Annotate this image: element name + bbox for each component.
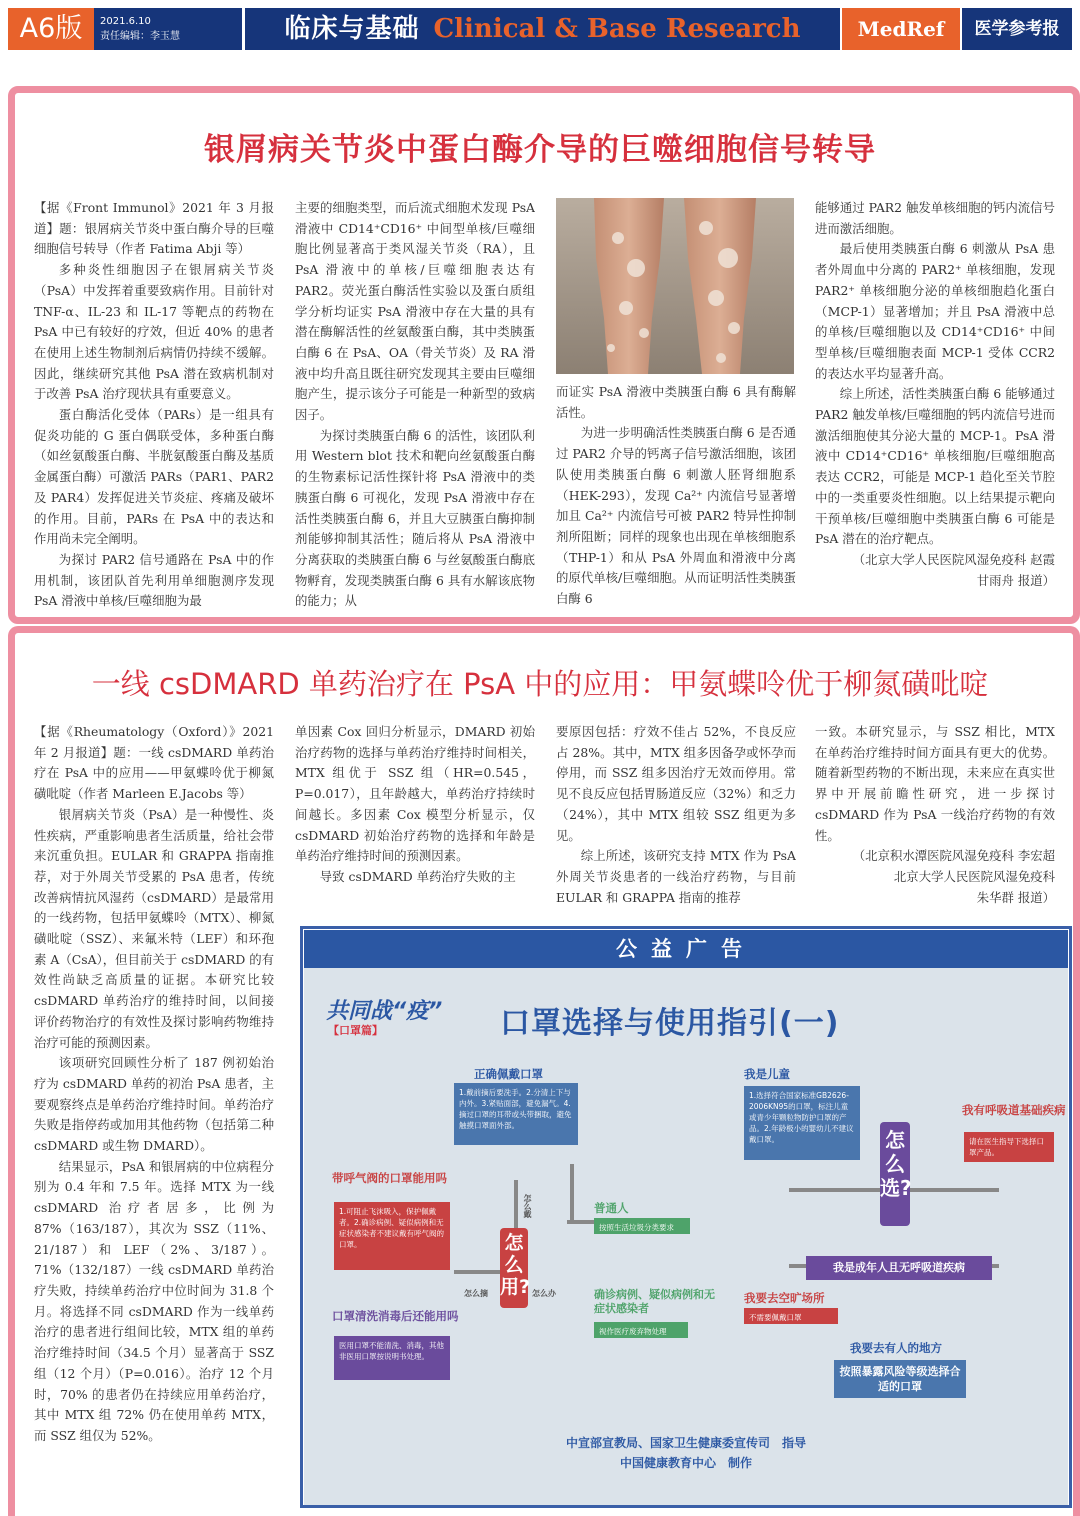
ad-title: 口罩选择与使用指引(一) bbox=[500, 1006, 840, 1041]
ad-footer-maker: 中国健康教育中心 制作 bbox=[619, 1456, 752, 1470]
issue-date: 2021.6.10 bbox=[100, 16, 151, 27]
ad-logo: 共同战“疫” bbox=[326, 999, 443, 1024]
patient-box: 视作医疗废弃物处理 bbox=[594, 1322, 688, 1338]
resp-title: 我有呼吸道基础疾病 bbox=[962, 1103, 1066, 1117]
how-pick-label: 怎么摘 bbox=[464, 1289, 488, 1298]
patient-title: 确诊病例、疑似病例和无症状感染者 bbox=[594, 1288, 715, 1315]
paragraph: 蛋白酶活化受体（PARs）是一组具有促炎功能的 G 蛋白偶联受体，多种蛋白酶（如丝氨酸蛋白酶、半胱氨酸蛋白酶及基质金属蛋白酶）可激活 PARs（PAR1、PAR2 及 PAR4）发挥促进关节炎症、疼痛及破坏的作用。目前，PARs 在 PsA 中的表达和作用尚未完全阐明。 bbox=[34, 407, 274, 547]
paragraph: 【据《Rheumatology（Oxford）》2021 年 2 月报道】题：一线 csDMARD 单药治疗在 PsA 中的应用——甲氨蝶呤优于柳氮磺吡啶（作者 Marleen E.Jacobs 等） bbox=[34, 724, 274, 802]
clean-title: 口罩清洗消毒后还能用吗 bbox=[332, 1309, 459, 1323]
how-choose-badge: 怎么选? bbox=[880, 1122, 910, 1226]
page-header bbox=[0, 0, 1080, 56]
article-2-title: 一线 csDMARD 单药治疗在 PsA 中的应用：甲氨蝶呤优于柳氮磺吡啶 bbox=[91, 667, 989, 701]
section-title-cn: 临床与基础 bbox=[284, 14, 420, 44]
adult-box: 我是成年人且无呼吸道疾病 bbox=[806, 1256, 992, 1280]
article-1-title: 银屑病关节炎中蛋白酶介导的巨噬细胞信号转导 bbox=[204, 132, 876, 168]
byline: 甘雨舟 报道） bbox=[976, 572, 1055, 588]
paragraph: 能够通过 PAR2 触发单核细胞的钙内流信号进而激活细胞。 bbox=[815, 200, 1055, 236]
paragraph: 单因素 Cox 回归分析显示，DMARD 初始治疗药物的选择与单药治疗维持时间相关，MTX 组优于 SSZ 组（HR=0.545，P=0.017），且年龄越大，单药治疗持续时间越长。多因素 Cox 模型分析显示，仅 csDMARD 初始治疗药物的选择和年龄是单药治疗维持时间的预测因素。 bbox=[295, 724, 535, 864]
ad-header: 公益广告 bbox=[304, 930, 1068, 968]
open-space-title: 我要去空旷场所 bbox=[744, 1291, 825, 1305]
paragraph: 要原因包括：疗效不佳占 52%，不良反应占 28%。其中，MTX 组多因备孕或怀孕而停用，而 SSZ 组多因治疗无效而停用。常见不良反应包括胃肠道反应（32%）和乏力（24%），其中 MTX 组较 SSZ 组更为多见。 bbox=[556, 724, 796, 843]
correct-wear-box: 1.戴前摘后要洗手。2.分清上下与内外。3.紧贴面部，避免漏气。4.摘过口罩的耳带或头带捆取，避免触摸口罩面外部。 bbox=[454, 1083, 578, 1145]
paragraph: 多种炎性细胞因子在银屑病关节炎（PsA）中发挥着重要致病作用。目前针对 TNF-α、IL-23 和 IL-17 等靶点的药物在 PsA 中已有较好的疗效，但近 40% 的患者在使用上述生物制剂后病情仍持续不缓解。因此，继续研究其他 PsA 潜在致病机制对于改善 PsA 治疗现状具有重要意义。 bbox=[34, 262, 274, 402]
valve-title: 带呼气阀的口罩能用吗 bbox=[332, 1171, 447, 1185]
crowd-title: 我要去有人的地方 bbox=[850, 1341, 942, 1355]
byline: （北京大学人民医院风湿免疫科 赵霞 bbox=[852, 551, 1055, 567]
correct-wear-title: 正确佩戴口罩 bbox=[474, 1067, 543, 1081]
normal-box: 按照生活垃圾分类要求 bbox=[594, 1218, 690, 1234]
ad-infographic bbox=[304, 968, 1068, 1505]
paragraph: 【据《Front Immunol》2021 年 3 月报道】题：银屑病关节炎中蛋白酶介导的巨噬细胞信号转导（作者 Fatima Abji 等） bbox=[34, 200, 274, 257]
paragraph: 为探讨 PAR2 信号通路在 PsA 中的作用机制，该团队首先利用单细胞测序发现 PsA 滑液中单核/巨噬细胞为最 bbox=[34, 551, 274, 609]
brand-en: MedRef bbox=[842, 8, 960, 50]
paragraph: 为探讨类胰蛋白酶 6 的活性，该团队利用 Western blot 技术和靶向丝氨酸蛋白酶的生物素标记活性探针将 PsA 滑液中的类胰蛋白酶 6 可视化，发现 PsA 滑液中存在活性类胰蛋白酶 6，并且大豆胰蛋白酶抑制剂能够抑制其活性；随后将从 PsA 滑液中分离获取的类胰蛋白酶 6 与丝氨酸蛋白酶底物孵育，发现类胰蛋白酶 6 具有水解该底物的能力；从 bbox=[295, 427, 535, 609]
page-number: A6版 bbox=[8, 8, 94, 50]
connector bbox=[570, 1164, 574, 1220]
legs-photo bbox=[556, 198, 794, 374]
paragraph: 导致 csDMARD 单药治疗失败的主 bbox=[319, 868, 516, 884]
paragraph: 综上所述，活性类胰蛋白酶 6 能够通过 PAR2 触发单核/巨噬细胞的钙内流信号进而激活细胞使其分泌大量的 MCP-1。PsA 滑液中 CD14⁺CD16⁺ 单核细胞/巨噬细胞高表达 CCR2，可能是 MCP-1 趋化至关节腔中的一类重要炎性细胞。以上结果提示靶向干预单核/巨噬细胞中类胰蛋白酶 6 可能是 PsA 潜在的治疗靶点。 bbox=[815, 386, 1055, 547]
crowd-box: 按照暴露风险等级选择合适的口罩 bbox=[834, 1360, 966, 1398]
paragraph: 一致。本研究显示，与 SSZ 相比，MTX 在单药治疗维持时间方面具有更大的优势。随着新型药物的不断出现，未来应在真实世界中开展前瞻性研究，进一步探讨 csDMARD 作为 PsA 一线治疗药物的有效性。 bbox=[815, 724, 1055, 843]
section-title bbox=[245, 8, 840, 50]
byline: 北京大学人民医院风湿免疫科 bbox=[893, 868, 1055, 884]
ad-footer-guide: 中宣部宣教局、国家卫生健康委宣传司 指导 bbox=[565, 1436, 806, 1450]
issue-editor: 责任编辑：李玉慧 bbox=[100, 31, 180, 42]
paragraph: 为进一步明确活性类胰蛋白酶 6 是否通过 PAR2 介导的钙离子信号激活细胞，该团队使用类胰蛋白酶 6 刺激人胚肾细胞系（HEK-293），发现 Ca²⁺ 内流信号显著增加且 Ca²⁺ 内流信号可被 PAR2 特异性抑制剂所阻断；同样的现象也出现在单核细胞系（THP-1）和从 PsA 外周血和滑液中分离的原代单核/巨噬细胞。从而证明活性类胰蛋白酶 6 bbox=[556, 425, 796, 607]
how-do-label: 怎么办 bbox=[532, 1289, 556, 1298]
resp-box: 请在医生指导下选择口罩产品。 bbox=[964, 1132, 1054, 1162]
article-2-col-3 bbox=[556, 722, 796, 916]
article-1-col-1 bbox=[34, 198, 274, 612]
section-title-en: Clinical & Base Research bbox=[433, 14, 801, 44]
article-2-col-2 bbox=[295, 722, 535, 916]
clean-box: 医用口罩不能清洗、消毒，其他非医用口罩按说明书处理。 bbox=[334, 1336, 450, 1380]
article-2-col-4 bbox=[815, 722, 1055, 916]
paragraph: 结果显示，PsA 和银屑病的中位病程分别为 0.4 年和 7.5 年。选择 MTX 为一线 csDMARD 治疗者居多，比例为 87%（163/187），其次为 SSZ（11%、21/187）和 LEF（2%、3/187）。71%（132/187）一线 csDMARD 单药治疗失败，持续单药治疗中位时间为 31.8 个月。将选择不同 csDMARD 作为一线单药治疗的患者进行组间比较，MTX 组的单药治疗维持时间（34.5 个月）显著高于 SSZ 组（12 个月）（P=0.016）。治疗 12 个月时，70% 的患者仍在持续应用单药治疗，其中 MTX 组 72% 仍在使用单药 MTX，而 SSZ 组仅为 52%。 bbox=[34, 1158, 274, 1443]
paragraph: 综上所述，该研究支持 MTX 作为 PsA 外周关节炎患者的一线治疗药物，与目前 EULAR 和 GRAPPA 指南的推荐 bbox=[556, 848, 796, 905]
paragraph: 该项研究回顾性分析了 187 例初始治疗为 csDMARD 单药的初治 PsA 患者，主要观察终点是单药治疗维持时间。单药治疗失败是指停药或加用其他药物（包括第二种 csDMARD 或生物 DMARD）。 bbox=[34, 1055, 274, 1154]
article-1-col-3 bbox=[556, 382, 796, 612]
article-2-col-1 bbox=[34, 722, 274, 1494]
how-wear-label: 怎么戴 bbox=[523, 1194, 532, 1218]
child-box: 1.选择符合国家标准GB2626-2006KN95的口罩，标注儿童或青少年颗粒物防护口罩的产品。2.年龄极小的婴幼儿不建议戴口罩。 bbox=[744, 1086, 860, 1160]
valve-box: 1.可阻止飞沫吸入，保护佩戴者。2.确诊病例、疑似病例和无症状感染者不建议戴有呼气阀的口罩。 bbox=[334, 1202, 450, 1270]
article-1-photo bbox=[556, 198, 794, 374]
paragraph: 而证实 PsA 滑液中类胰蛋白酶 6 具有酶解活性。 bbox=[556, 384, 796, 420]
paragraph: 最后使用类胰蛋白酶 6 刺激从 PsA 患者外周血中分离的 PAR2⁺ 单核细胞，发现 PAR2⁺ 单核细胞分泌的单核细胞趋化蛋白（MCP-1）显著增加；并且 PsA 滑液中总的单核/巨噬细胞以及 CD14⁺CD16⁺ 中间型单核/巨噬细胞表面 MCP-1 受体 CCR2 的表达水平均显著升高。 bbox=[815, 241, 1055, 381]
open-space-box: 不需要佩戴口罩 bbox=[744, 1308, 838, 1324]
child-title: 我是儿童 bbox=[744, 1067, 790, 1081]
article-1-col-2 bbox=[295, 198, 535, 612]
how-use-badge: 怎么用? bbox=[500, 1228, 528, 1308]
normal-title: 普通人 bbox=[594, 1201, 629, 1215]
paragraph: 主要的细胞类型，而后流式细胞术发现 PsA 滑液中 CD14⁺CD16⁺ 中间型单核/巨噬细胞比例显著高于类风湿关节炎（RA），且 PsA 滑液中的单核/巨噬细胞表达有 PAR2。荧光蛋白酶活性实验以及蛋白质组学分析均证实 PsA 滑液中存在大量的具有潜在酶解活性的丝氨酸蛋白酶，其中类胰蛋白酶 6 在 PsA、OA（骨关节炎）及 RA 滑液中均升高且既往研究发现其主要由巨噬细胞产生，提示该分子可能是一种新型的致病因子。 bbox=[295, 200, 535, 423]
issue-meta bbox=[94, 8, 242, 50]
byline: （北京积水潭医院风湿免疫科 李宏超 bbox=[852, 848, 1055, 864]
brand-cn: 医学参考报 bbox=[962, 8, 1072, 50]
article-1-col-4 bbox=[815, 198, 1055, 612]
ad-logo-sub: 【口罩篇】 bbox=[328, 1024, 383, 1037]
paragraph: 银屑病关节炎（PsA）是一种慢性、炎性疾病，严重影响患者生活质量，给社会带来沉重负担。EULAR 和 GRAPPA 指南推荐，对于外周关节受累的 PsA 患者，传统改善病情抗风湿药（csDMARD）是最常用的一线药物，包括甲氨蝶呤（MTX）、柳氮磺吡啶（SSZ）、来氟米特（LEF）和环孢素 A（CsA），但目前关于 csDMARD 的有效性尚缺乏高质量的证据。本研究比较 csDMARD 单药治疗的维持时间，以间接评价药物治疗的有效性及探讨影响药物维持治疗可能的预测因素。 bbox=[34, 806, 274, 1050]
byline: 朱华群 报道） bbox=[976, 889, 1055, 905]
